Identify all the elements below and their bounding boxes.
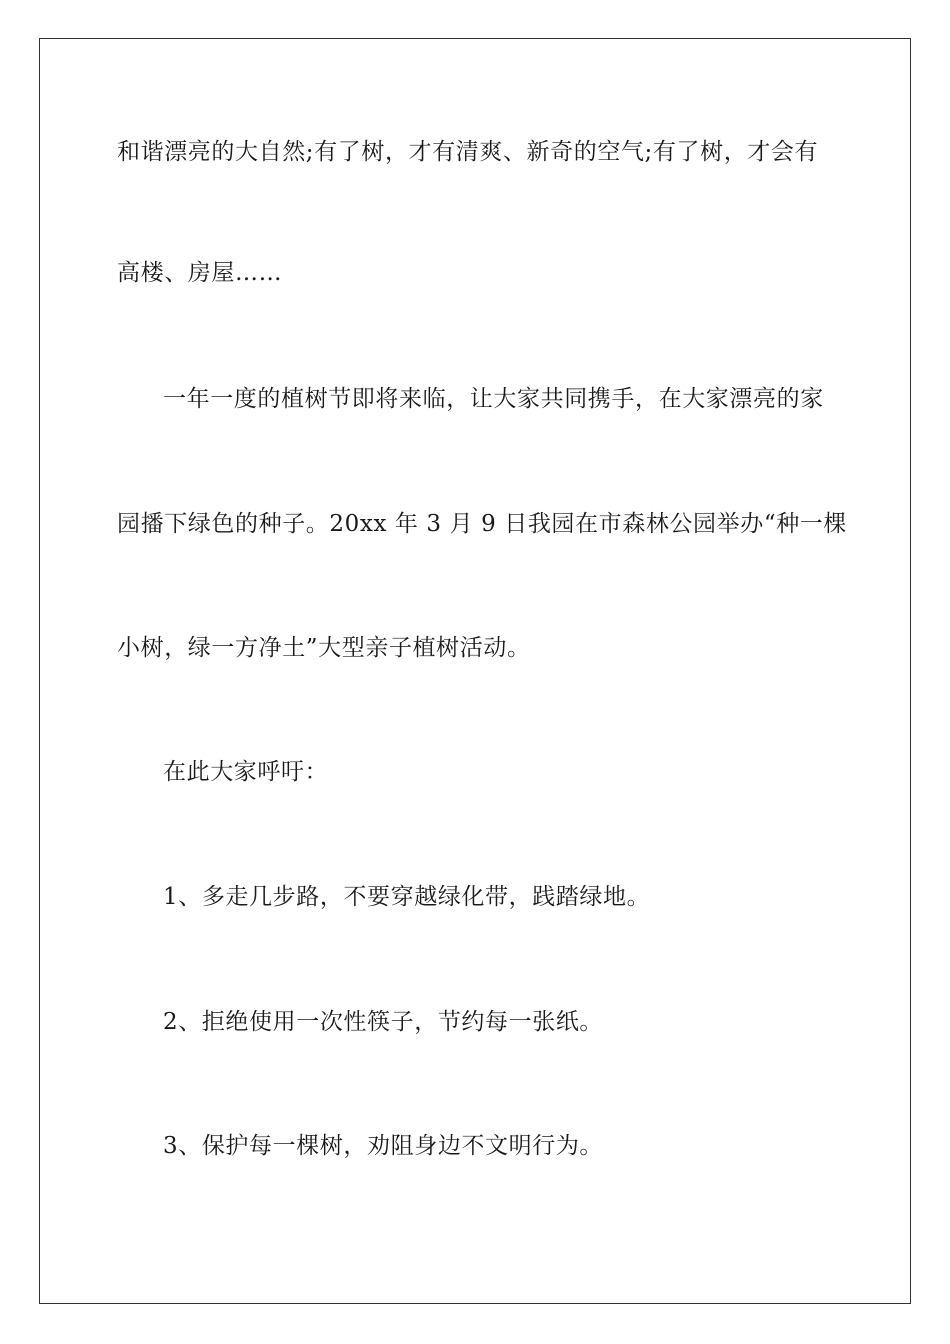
text-line-5: 小树，绿一方净土”大型亲子植树活动。 — [117, 635, 531, 661]
text-line-2: 高楼、房屋…… — [117, 260, 283, 286]
list-item-3: 3、保护每一棵树，劝阻身边不文明行为。 — [163, 1133, 604, 1159]
text-line-1: 和谐漂亮的大自然;有了树，才有清爽、新奇的空气;有了树，才会有 — [117, 139, 819, 165]
text-line-6: 在此大家呼吁： — [163, 759, 329, 785]
list-item-2: 2、拒绝使用一次性筷子，节约每一张纸。 — [163, 1009, 604, 1035]
list-item-1: 1、多走几步路，不要穿越绿化带，践踏绿地。 — [163, 884, 651, 910]
text-line-4: 园播下绿色的种子。20xx 年 3 月 9 日我园在市森林公园举办“种一棵 — [117, 511, 847, 537]
page-frame — [39, 38, 911, 1304]
text-line-3: 一年一度的植树节即将来临，让大家共同携手，在大家漂亮的家 — [163, 386, 824, 412]
